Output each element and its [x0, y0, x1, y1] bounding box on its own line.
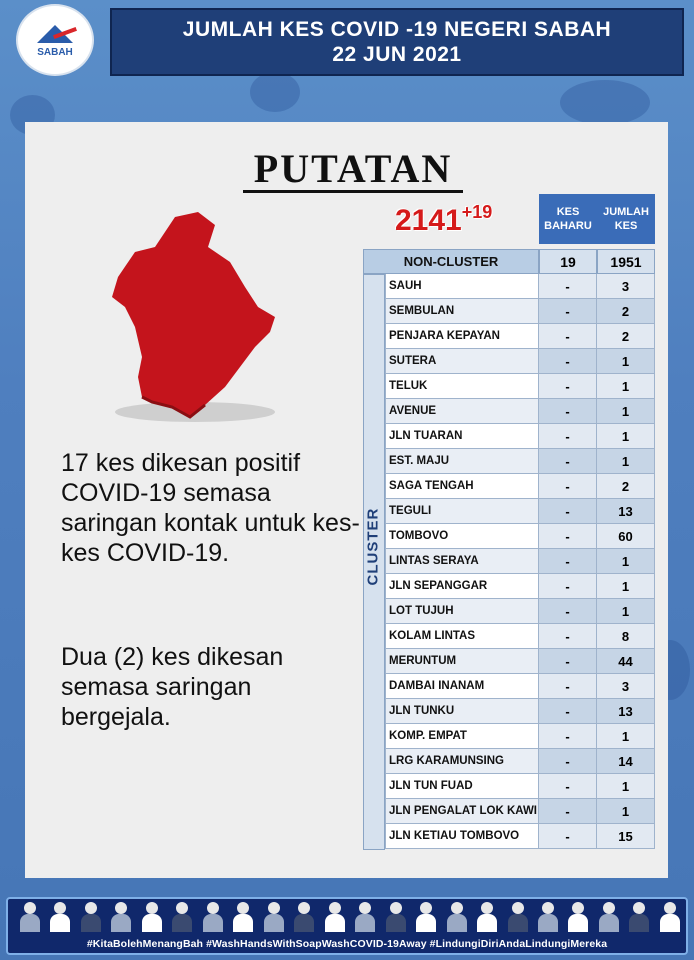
content-panel	[25, 122, 668, 878]
cluster-baru: -	[539, 274, 597, 299]
non-cluster-jumlah: 1951	[597, 249, 655, 274]
cluster-jumlah: 1	[597, 799, 655, 824]
cluster-name: JLN PENGALAT LOK KAWI	[385, 799, 539, 824]
person-icon	[50, 902, 70, 932]
cluster-baru: -	[539, 599, 597, 624]
total-new: +19	[461, 202, 493, 222]
cluster-baru: -	[539, 724, 597, 749]
cluster-jumlah: 1	[597, 574, 655, 599]
table-row	[385, 399, 655, 424]
cluster-jumlah: 1	[597, 724, 655, 749]
table-row	[385, 549, 655, 574]
table-row	[385, 374, 655, 399]
total-value: 2141	[395, 204, 462, 237]
cluster-jumlah: 15	[597, 824, 655, 849]
table-row	[385, 324, 655, 349]
person-icon	[233, 902, 253, 932]
cluster-name: TEGULI	[385, 499, 539, 524]
cluster-jumlah: 2	[597, 474, 655, 499]
person-icon	[447, 902, 467, 932]
sabah-health-logo	[16, 4, 94, 76]
person-icon	[599, 902, 619, 932]
table-row	[385, 299, 655, 324]
person-icon	[325, 902, 345, 932]
person-icon	[568, 902, 588, 932]
cluster-baru: -	[539, 474, 597, 499]
cluster-baru: -	[539, 324, 597, 349]
cluster-jumlah: 2	[597, 324, 655, 349]
table-row	[385, 274, 655, 299]
table-row	[385, 799, 655, 824]
non-cluster-label: NON-CLUSTER	[363, 249, 539, 274]
cluster-jumlah: 13	[597, 499, 655, 524]
cluster-jumlah: 1	[597, 449, 655, 474]
cluster-baru: -	[539, 749, 597, 774]
table-row	[385, 424, 655, 449]
cluster-baru: -	[539, 549, 597, 574]
footer-banner	[6, 897, 688, 955]
cluster-name: EST. MAJU	[385, 449, 539, 474]
table-row	[385, 774, 655, 799]
cluster-baru: -	[539, 424, 597, 449]
virus-decoration	[560, 80, 650, 125]
logo-text: SABAH	[37, 46, 73, 58]
cluster-jumlah: 8	[597, 624, 655, 649]
cluster-name: LINTAS SERAYA	[385, 549, 539, 574]
cluster-baru: -	[539, 349, 597, 374]
cluster-jumlah: 14	[597, 749, 655, 774]
cluster-jumlah: 3	[597, 274, 655, 299]
cluster-name: TELUK	[385, 374, 539, 399]
cluster-name: JLN TUN FUAD	[385, 774, 539, 799]
person-icon	[111, 902, 131, 932]
table-row	[385, 674, 655, 699]
cluster-baru: -	[539, 799, 597, 824]
cluster-jumlah: 3	[597, 674, 655, 699]
cluster-name: SAUH	[385, 274, 539, 299]
cluster-name: MERUNTUM	[385, 649, 539, 674]
cluster-name: LRG KARAMUNSING	[385, 749, 539, 774]
cluster-jumlah: 1	[597, 599, 655, 624]
district-title: PUTATAN	[243, 148, 463, 193]
cluster-baru: -	[539, 299, 597, 324]
cluster-name: JLN TUARAN	[385, 424, 539, 449]
cluster-jumlah: 1	[597, 374, 655, 399]
cluster-name: DAMBAI INANAM	[385, 674, 539, 699]
cluster-jumlah: 1	[597, 399, 655, 424]
person-icon	[416, 902, 436, 932]
table-row	[385, 599, 655, 624]
table-row	[385, 649, 655, 674]
footer-hashtags: #KitaBolehMenangBah #WashHandsWithSoapWashCOVID-19Away #LindungiDiriAndaLindungiMereka	[86, 938, 608, 950]
person-icon	[294, 902, 314, 932]
cluster-name: JLN KETIAU TOMBOVO	[385, 824, 539, 849]
person-icon	[386, 902, 406, 932]
person-icon	[20, 902, 40, 932]
table-row	[385, 524, 655, 549]
table-row	[385, 449, 655, 474]
person-icon	[508, 902, 528, 932]
person-icon	[355, 902, 375, 932]
cluster-jumlah: 2	[597, 299, 655, 324]
person-icon	[629, 902, 649, 932]
cluster-baru: -	[539, 399, 597, 424]
cluster-name: LOT TUJUH	[385, 599, 539, 624]
cluster-name: KOMP. EMPAT	[385, 724, 539, 749]
header-date: 22 JUN 2021	[332, 43, 462, 66]
person-icon	[172, 902, 192, 932]
cluster-baru: -	[539, 449, 597, 474]
cluster-name: SUTERA	[385, 349, 539, 374]
table-row	[385, 699, 655, 724]
person-icon	[81, 902, 101, 932]
person-icon	[203, 902, 223, 932]
cluster-baru: -	[539, 649, 597, 674]
frontliner-figures	[20, 902, 680, 934]
cluster-baru: -	[539, 499, 597, 524]
cluster-jumlah: 1	[597, 349, 655, 374]
paragraph-symptomatic-screening: Dua (2) kes dikesan semasa saringan bergejala.	[61, 643, 284, 731]
paragraph-contact-screening: 17 kes dikesan positif COVID-19 semasa saringan kontak untuk kes-kes COVID-19.	[61, 449, 360, 567]
cluster-jumlah: 60	[597, 524, 655, 549]
cluster-label	[365, 556, 382, 586]
cluster-jumlah: 1	[597, 774, 655, 799]
table-row	[385, 474, 655, 499]
table-row	[385, 749, 655, 774]
cluster-baru: -	[539, 824, 597, 849]
district-map	[80, 207, 300, 422]
cluster-name: PENJARA KEPAYAN	[385, 324, 539, 349]
cluster-name: AVENUE	[385, 399, 539, 424]
person-icon	[264, 902, 284, 932]
cluster-jumlah: 1	[597, 549, 655, 574]
header-title: JUMLAH KES COVID -19 NEGERI SABAH	[182, 18, 612, 41]
cluster-baru: -	[539, 674, 597, 699]
cluster-baru: -	[539, 624, 597, 649]
cluster-baru: -	[539, 699, 597, 724]
table-row	[385, 499, 655, 524]
non-cluster-row	[363, 249, 655, 274]
col-header-jumlah: JUMLAH KES	[597, 194, 655, 244]
cluster-table	[385, 274, 655, 849]
person-icon	[538, 902, 558, 932]
table-row	[385, 574, 655, 599]
person-icon	[142, 902, 162, 932]
cluster-name: SEMBULAN	[385, 299, 539, 324]
person-icon	[477, 902, 497, 932]
cluster-jumlah: 44	[597, 649, 655, 674]
cluster-name: KOLAM LINTAS	[385, 624, 539, 649]
page-header	[110, 8, 684, 76]
table-row	[385, 624, 655, 649]
cluster-baru: -	[539, 374, 597, 399]
col-header-baru: KES BAHARU	[539, 194, 597, 244]
table-row	[385, 724, 655, 749]
cluster-name: JLN SEPANGGAR	[385, 574, 539, 599]
total-cases	[395, 202, 492, 238]
virus-decoration	[250, 72, 300, 112]
cluster-name: SAGA TENGAH	[385, 474, 539, 499]
cluster-baru: -	[539, 574, 597, 599]
cluster-name: TOMBOVO	[385, 524, 539, 549]
table-row	[385, 824, 655, 849]
cluster-baru: -	[539, 524, 597, 549]
logo-mountain-icon	[33, 23, 77, 45]
cluster-name: JLN TUNKU	[385, 699, 539, 724]
cluster-jumlah: 13	[597, 699, 655, 724]
non-cluster-baru: 19	[539, 249, 597, 274]
cluster-jumlah: 1	[597, 424, 655, 449]
table-row	[385, 349, 655, 374]
person-icon	[660, 902, 680, 932]
cluster-baru: -	[539, 774, 597, 799]
